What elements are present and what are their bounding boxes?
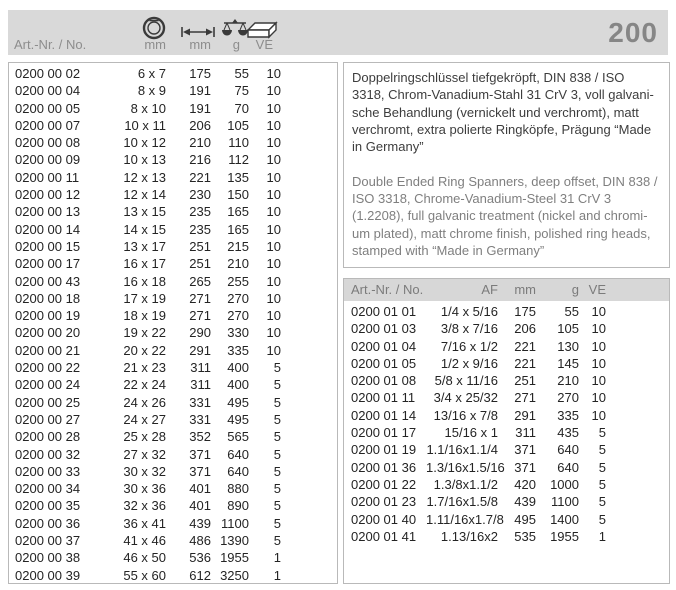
table-cell: 5 [273,533,281,549]
table-cell: 10 [266,325,281,341]
table-cell: 5 [598,425,606,441]
table-cell: 10 [266,273,281,289]
table-cell: 21 x 23 [123,360,166,376]
table-cell: 251 [189,238,211,254]
table-cell: 12 x 14 [123,187,166,203]
table-cell: 10 [266,187,281,203]
table-cell: 0200 00 36 [15,515,81,531]
table-cell: 5 [273,377,281,393]
table-cell: 130 [557,338,579,354]
table-cell: 535 [514,528,536,544]
table-cell: 22 x 24 [123,377,166,393]
table-cell: 0200 00 14 [15,221,81,237]
table-cell: 1955 [220,550,249,566]
table-cell: 32 x 36 [123,498,166,514]
table-cell: 495 [227,394,249,410]
table-row [344,511,669,528]
table-cell: 10 [591,355,606,371]
table-cell: 271 [189,308,211,324]
table-cell: 0200 01 14 [351,407,417,423]
table-cell: 216 [189,152,211,168]
table-cell: 175 [514,304,536,319]
table-row [9,515,337,532]
table-cell: 486 [189,533,211,549]
table-cell: 0200 00 37 [15,533,81,549]
table-cell: 75 [234,83,249,99]
table-row [344,320,669,337]
table-cell: 1 [273,567,281,583]
table-cell: 30 x 32 [123,463,166,479]
table-row [9,221,337,238]
table-cell: 206 [514,321,536,337]
table-cell: 15/16 x 1 [444,425,498,441]
description-line: in Germany” [352,139,424,155]
table-cell: 5 [273,394,281,410]
table-cell: 221 [514,355,536,371]
table-cell: 401 [189,481,211,497]
table-row [9,567,337,584]
table-cell: 46 x 50 [123,550,166,566]
table-row [9,549,337,566]
table-row [9,273,337,290]
table-cell: 5 [598,459,606,475]
table-cell: 25 x 28 [123,429,166,445]
table-cell: 0200 01 22 [351,476,417,492]
table-cell: 5 [598,511,606,527]
table-cell: 1955 [550,528,579,544]
table-row [344,407,669,424]
table-cell: 230 [189,187,211,203]
table-cell: 3/4 x 25/32 [433,390,498,406]
table-cell: 5 [598,442,606,458]
table-cell: 0200 01 19 [351,442,417,458]
table-cell: 24 x 26 [123,394,166,410]
table-row [9,65,337,82]
table-cell: 1.13/16x2 [440,528,498,544]
table-cell: 0200 01 05 [351,355,417,371]
table-cell: 0200 00 35 [15,498,81,514]
table-cell: 270 [557,390,579,406]
table-cell: 0200 00 34 [15,481,81,497]
table-cell: 371 [514,442,536,458]
inch-table-header-row [344,279,669,301]
table-cell: 1.3/8x1.1/2 [433,476,498,492]
table-row [9,411,337,428]
table-cell: 30 x 36 [123,481,166,497]
table-row [344,441,669,458]
table-cell: 335 [227,342,249,358]
table-row [9,480,337,497]
table-cell: 5 [273,360,281,376]
table-row [9,186,337,203]
table-cell: 5 [273,411,281,427]
table-row [344,372,669,389]
table-cell: 150 [227,187,249,203]
table-cell: 13 x 15 [123,204,166,220]
metric-spanner-table [8,62,338,584]
table-cell: 0200 00 27 [15,411,81,427]
table-cell: 0200 00 15 [15,238,81,254]
artnr-column-header: Art.-Nr. / No. [14,37,87,52]
page-number: 200 [608,16,658,48]
table-cell: 12 x 13 [123,169,166,185]
table-cell: 290 [189,325,211,341]
table-cell: 10 [266,66,281,81]
table-row [9,255,337,272]
table-cell: 10 [266,152,281,168]
table-row [344,459,669,476]
table-cell: 165 [227,204,249,220]
table-cell: 1.11/16x1.7/8 [426,511,504,527]
table-cell: 8 x 9 [137,83,166,99]
table-cell: 210 [189,135,211,151]
table-cell: 0200 00 22 [15,360,81,376]
weight-unit-label: g [232,37,240,52]
table-cell: 271 [189,290,211,306]
inch-spanner-table [343,278,670,584]
table-row [9,532,337,549]
table-cell: 5 [273,498,281,514]
table-cell: 10 [266,169,281,185]
table-cell: 27 x 32 [123,446,166,462]
table-cell: 0200 00 21 [15,342,81,358]
table-cell: 5 [273,515,281,531]
length-unit-label: mm [189,37,211,52]
table-cell: 14 x 15 [123,221,166,237]
table-cell: 5/8 x 11/16 [434,373,498,389]
table-cell: 640 [557,459,579,475]
table-cell: 880 [227,481,249,497]
table-cell: 0200 01 08 [351,373,417,389]
artnr-column-header: Art.-Nr. / No. [351,282,424,297]
table-cell: 0200 00 32 [15,446,81,462]
table-cell: 165 [227,221,249,237]
table-cell: 0200 01 40 [351,511,417,527]
table-cell: 105 [557,321,579,337]
table-cell: 10 [266,100,281,116]
table-cell: 215 [227,238,249,254]
table-cell: 352 [189,429,211,445]
table-cell: 0200 00 20 [15,325,81,341]
table-cell: 3250 [220,567,249,583]
table-cell: 10 [591,390,606,406]
table-cell: 0200 01 23 [351,494,417,510]
table-cell: 24 x 27 [123,411,166,427]
table-cell: 536 [189,550,211,566]
table-cell: 331 [189,411,211,427]
table-cell: 10 [266,204,281,220]
table-cell: 0200 00 18 [15,290,81,306]
table-cell: 0200 00 02 [15,66,81,81]
table-cell: 10 [591,321,606,337]
table-cell: 17 x 19 [123,290,166,306]
af-column-header: AF [481,282,498,297]
table-cell: 70 [234,100,249,116]
table-cell: 10 x 13 [123,152,166,168]
table-row [9,428,337,445]
table-cell: 55 [234,66,249,81]
table-cell: 400 [227,360,249,376]
description-line: (1.2208), full galvanic treatment (nickel and chromi- [352,208,648,224]
table-cell: 439 [189,515,211,531]
table-row [9,290,337,307]
table-cell: 335 [557,407,579,423]
table-cell: 55 x 60 [123,567,166,583]
table-cell: 5 [273,463,281,479]
table-cell: 0200 00 04 [15,83,81,99]
table-cell: 265 [189,273,211,289]
table-row [9,359,337,376]
table-cell: 16 x 17 [123,256,166,272]
table-row [9,307,337,324]
table-cell: 495 [514,511,536,527]
description-line: ISO 3318, Chrome-Vanadium-Steel 31 CrV 3 [352,191,612,207]
table-cell: 0200 00 39 [15,567,81,583]
table-cell: 10 [591,407,606,423]
table-cell: 112 [228,152,249,168]
description-line: 3318, Chrom-Vanadium-Stahl 31 CrV 3, voll galvani- [352,87,654,103]
table-cell: 371 [514,459,536,475]
table-cell: 18 x 19 [123,308,166,324]
table-cell: 10 [266,117,281,133]
table-cell: 221 [514,338,536,354]
table-cell: 5 [598,494,606,510]
table-cell: 13/16 x 7/8 [433,407,498,423]
table-header-bar [8,10,668,55]
table-cell: 0200 00 12 [15,187,81,203]
table-cell: 10 x 12 [123,135,166,151]
table-cell: 0200 00 38 [15,550,81,566]
table-cell: 255 [227,273,249,289]
table-row [9,117,337,134]
table-cell: 371 [189,446,211,462]
table-cell: 330 [227,325,249,341]
table-cell: 0200 01 11 [351,390,416,406]
table-row [9,169,337,186]
table-cell: 439 [514,494,536,510]
table-cell: 5 [273,429,281,445]
table-cell: 5 [598,476,606,492]
paragraph-gap [352,155,661,172]
table-cell: 10 [266,256,281,272]
table-cell: 135 [227,169,249,185]
table-cell: 221 [189,169,211,185]
inch-table-rows [344,303,669,545]
table-cell: 400 [227,377,249,393]
table-cell: 13 x 17 [123,238,166,254]
table-cell: 0200 00 25 [15,394,81,410]
table-cell: 0200 00 08 [15,135,81,151]
table-cell: 8 x 10 [130,100,166,116]
table-cell: 1.3/16x1.5/16 [426,459,505,475]
table-cell: 0200 00 28 [15,429,81,445]
table-row [344,424,669,441]
table-row [9,342,337,359]
table-row [344,389,669,406]
table-cell: 10 [266,308,281,324]
table-row [344,303,669,320]
table-cell: 235 [189,204,211,220]
table-row [344,528,669,545]
table-cell: 10 [266,135,281,151]
table-cell: 145 [557,355,579,371]
table-cell: 251 [514,373,536,389]
table-cell: 1100 [551,494,579,510]
table-cell: 291 [514,407,536,423]
weight-column-header: g [571,282,579,297]
table-cell: 371 [189,463,211,479]
table-row [9,376,337,393]
table-row [9,394,337,411]
table-row [9,446,337,463]
table-cell: 1400 [550,511,579,527]
table-cell: 20 x 22 [123,342,166,358]
table-row [9,151,337,168]
table-cell: 0200 01 04 [351,338,417,354]
table-cell: 5 [273,481,281,497]
table-row [9,497,337,514]
table-cell: 0200 00 07 [15,117,81,133]
description-english [352,173,661,259]
table-cell: 270 [227,290,249,306]
table-cell: 0200 00 43 [15,273,81,289]
description-german [352,69,661,155]
table-cell: 0200 00 13 [15,204,81,220]
table-cell: 0200 01 03 [351,321,417,337]
table-cell: 401 [189,498,211,514]
table-cell: 0200 01 17 [351,425,417,441]
table-cell: 10 [591,373,606,389]
product-description-box [343,62,670,268]
table-row [9,82,337,99]
table-cell: 311 [515,425,536,441]
table-cell: 0200 00 33 [15,463,81,479]
table-cell: 1/4 x 5/16 [440,304,498,319]
table-cell: 6 x 7 [137,66,166,81]
column-unit-labels [9,37,281,52]
table-cell: 41 x 46 [123,533,166,549]
table-cell: 10 x 11 [124,117,166,133]
table-cell: 10 [591,304,606,319]
table-cell: 210 [557,373,579,389]
table-cell: 235 [189,221,211,237]
length-column-header: mm [514,282,536,297]
table-cell: 0200 00 19 [15,308,81,324]
table-row [344,476,669,493]
table-cell: 640 [227,446,249,462]
table-cell: 36 x 41 [123,515,166,531]
table-row [9,134,337,151]
table-cell: 495 [227,411,249,427]
table-cell: 0200 00 11 [15,169,80,185]
table-cell: 291 [189,342,211,358]
table-row [9,463,337,480]
table-cell: 16 x 18 [123,273,166,289]
table-cell: 3/8 x 7/16 [440,321,498,337]
description-line: stamped with “Made in Germany” [352,242,545,258]
table-cell: 1 [273,550,281,566]
table-cell: 0200 00 09 [15,152,81,168]
table-cell: 0200 01 01 [351,304,417,319]
table-cell: 105 [227,117,249,133]
table-cell: 1100 [221,515,249,531]
table-cell: 206 [189,117,211,133]
table-cell: 0200 01 36 [351,459,417,475]
table-cell: 19 x 22 [123,325,166,341]
table-cell: 5 [273,446,281,462]
description-line: um plated), matt chrome finish, polished ring heads, [352,225,651,241]
description-line: Doppelringschlüssel tiefgekröpft, DIN 838 / ISO [352,70,625,85]
table-cell: 251 [189,256,211,272]
table-cell: 1.1/16x1.1/4 [426,442,498,458]
table-cell: 890 [227,498,249,514]
table-row [9,100,337,117]
table-cell: 331 [189,394,211,410]
table-row [9,324,337,341]
table-row [344,355,669,372]
table-cell: 311 [190,360,211,376]
table-cell: 0200 00 24 [15,377,81,393]
table-cell: 7/16 x 1/2 [440,338,498,354]
table-cell: 612 [189,567,211,583]
table-cell: 270 [227,308,249,324]
table-cell: 1 [598,528,606,544]
table-cell: 10 [266,83,281,99]
table-cell: 191 [189,100,211,116]
table-cell: 10 [266,342,281,358]
description-line: sche Behandlung (vernickelt und verchromt), matt [352,104,639,120]
table-row [9,238,337,255]
table-cell: 640 [557,442,579,458]
table-cell: 175 [189,66,211,81]
pack-column-header: VE [588,282,606,297]
table-cell: 55 [564,304,579,319]
description-line: Double Ended Ring Spanners, deep offset, DIN 838 / [352,173,658,189]
table-cell: 10 [266,221,281,237]
table-cell: 10 [266,238,281,254]
description-line: verchromt, extra polierte Ringköpfe, Prägung “Made [352,121,652,137]
table-cell: 420 [514,476,536,492]
table-cell: 210 [227,256,249,272]
table-cell: 565 [227,429,249,445]
table-cell: 1.7/16x1.5/8 [426,494,498,510]
table-cell: 191 [189,83,211,99]
table-row [344,493,669,510]
table-cell: 0200 00 05 [15,100,81,116]
table-cell: 0200 00 17 [15,256,81,272]
table-cell: 10 [266,290,281,306]
table-cell: 110 [228,135,249,151]
pack-unit-label: VE [255,37,273,52]
table-cell: 10 [591,338,606,354]
table-cell: 271 [514,390,536,406]
table-cell: 0200 01 41 [351,528,417,544]
table-row [9,203,337,220]
table-row [344,338,669,355]
table-cell: 1000 [550,476,579,492]
table-cell: 1/2 x 9/16 [440,355,498,371]
table-cell: 311 [190,377,211,393]
table-cell: 640 [227,463,249,479]
ring-size-unit-label: mm [144,37,166,52]
table-cell: 1390 [220,533,249,549]
table-cell: 435 [557,425,579,441]
